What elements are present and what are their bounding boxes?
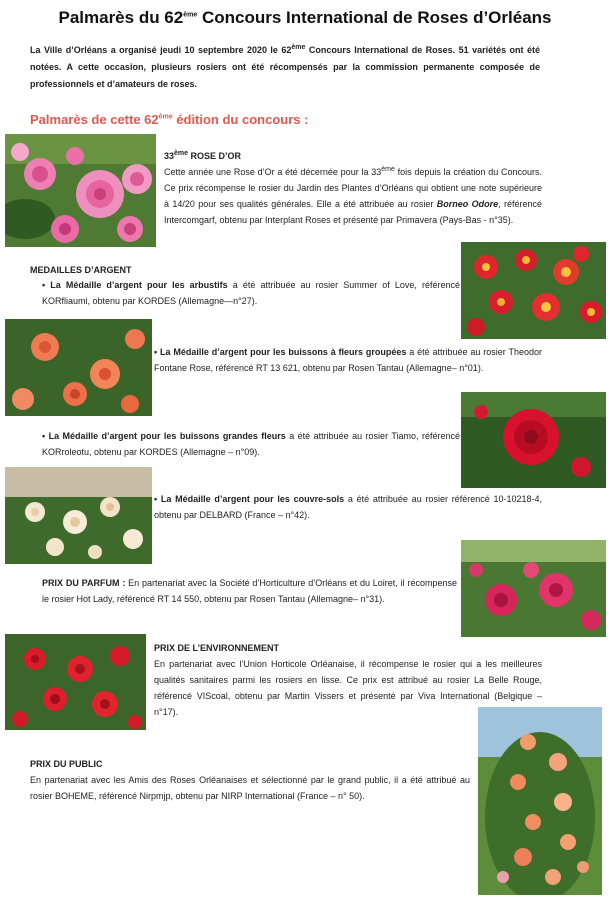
prix-parfum-heading: PRIX DU PARFUM : xyxy=(42,578,126,588)
belle-rouge-photo xyxy=(5,634,146,730)
boheme-photo xyxy=(478,707,602,895)
prix-environnement-heading: PRIX DE L’ENVIRONNEMENT xyxy=(154,643,280,653)
medal-item-couvre-sols: • La Médaille d’argent pour les couvre-sols a été attribuée au rosier référencé 10-10218-4, obtenu par DELBARD (France – n°42). xyxy=(154,494,542,520)
intro-paragraph: La Ville d’Orléans a organisé jeudi 10 septembre 2020 le 62ème Concours International de Roses. 51 variétés ont été notées. A cette occasion, plusieurs rosiers ont été récompensés par la commission permanente composée de professionnels et d’amateurs de roses. xyxy=(30,44,540,89)
rose-dor-heading: 33ème ROSE D’OR xyxy=(164,150,242,161)
rose-dor-photo xyxy=(5,134,156,247)
prix-parfum-section xyxy=(42,575,457,607)
prix-parfum-text: En partenariat avec la Société d’Horticulture d’Orléans et du Loiret, il récompense le rosier Hot Lady, référencé RT 14 550, obtenu par Rosen Tantau (Allemagne– n°31). xyxy=(42,578,458,604)
rose-dor-text: Cette année une Rose d’Or a été décernée pour la 33ème fois depuis la création du Concours. Ce prix récompense le rosier du Jardin des Plantes d’Orléans qui obtient une note supérieure à 14/20 pour ses qualités générales. Elle a été attribuée au rosier Borneo Odore, référencé Intercomgarf, obtenu par Interplant Roses et présenté par Primavera (Pays-Bas - n°35). xyxy=(164,166,542,225)
medal-item-buissons-groupees: • La Médaille d’argent pour les buissons à fleurs groupées a été attribuée au rosier Theodor Fontane Rose, référencé RT 13 621, obtenu par Rosen Tantau (Allemagne– n°01). xyxy=(154,347,542,373)
prix-public-heading: PRIX DU PUBLIC xyxy=(30,759,103,769)
bullet: • xyxy=(42,280,46,290)
prix-public-section xyxy=(30,756,470,804)
medal-item-arbustifs: • La Médaille d’argent pour les arbustifs a été attribuée au rosier Summer of Love, référencé KORfliaumi, obtenu par KORDES (Allemagne—n°27). xyxy=(42,280,460,306)
prix-environnement-text: En partenariat avec l’Union Horticole Orléanaise, il récompense le rosier qui a les meilleures qualités sanitaires parmi les rosiers en lisse. Ce prix est attribué au rosier La Belle Rouge, référencé VIScoal, obtenu par Martin Vissers et présenté par Viva International (Belgique – n°17). xyxy=(154,659,542,717)
medal-item-grandes-fleurs: • La Médaille d’argent pour les buissons grandes fleurs a été attribuée au rosier Tiamo, référencé KORroleotu, obtenu par KORDES (Allemagne – n°09). xyxy=(42,431,460,457)
bullet: • xyxy=(42,431,46,441)
couvre-sols-photo xyxy=(5,467,152,564)
page-title: Palmarès du 62ème Concours International de Roses d’Orléans xyxy=(58,8,552,27)
rose-dor-section xyxy=(164,148,542,228)
summer-of-love-photo xyxy=(461,242,606,339)
medailles-heading: MEDAILLES D’ARGENT xyxy=(30,265,132,275)
theodor-fontane-photo xyxy=(5,319,152,416)
tiamo-photo xyxy=(461,392,606,488)
bullet: • xyxy=(154,347,158,357)
bullet: • xyxy=(154,494,158,504)
section-subtitle: Palmarès de cette 62ème édition du concours : xyxy=(30,112,309,127)
hot-lady-photo xyxy=(461,540,606,637)
prix-public-text: En partenariat avec les Amis des Roses Orléanaises et sélectionné par le grand public, il a été attribué au rosier BOHEME, référencé Nirpmjp, obtenu par NIRP International (France – n° 50). xyxy=(30,775,470,801)
